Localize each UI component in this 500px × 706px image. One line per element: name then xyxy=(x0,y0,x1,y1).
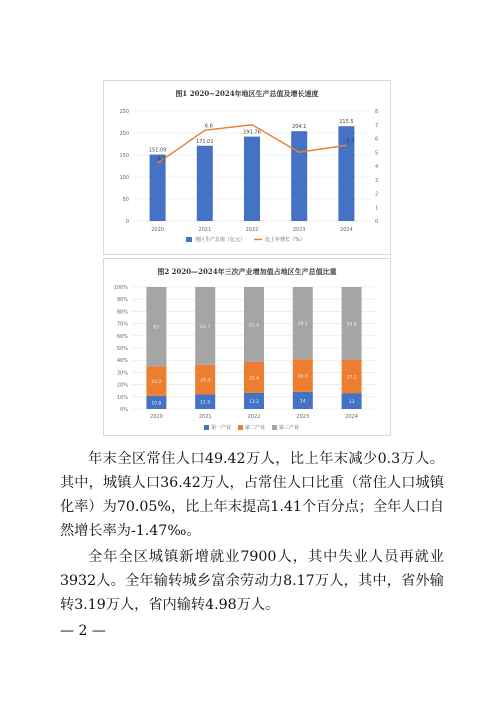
gdp-bar-label: 215.5 xyxy=(339,119,354,126)
y-left-tick-label: 0 xyxy=(125,219,129,225)
stack-segment-label: 59.8 xyxy=(346,322,357,328)
x-tick-label: 2021 xyxy=(198,227,212,233)
y-tick-label: 40% xyxy=(116,358,128,365)
x-tick-label: 2024 xyxy=(340,227,353,233)
legend-swatch xyxy=(238,425,243,430)
y-tick-label: 100% xyxy=(113,285,128,291)
gdp-bar-label: 204.1 xyxy=(292,124,307,131)
legend-swatch xyxy=(272,425,277,430)
x-tick-label: 2020 xyxy=(151,227,164,233)
y-left-tick-label: 50 xyxy=(122,197,129,203)
stack-segment-label: 59.1 xyxy=(297,322,308,328)
gdp-bar xyxy=(244,137,260,221)
stack-segment-label: 13 xyxy=(348,400,355,406)
employment-paragraph: 全年全区城镇新增就业7900人，其中失业人员再就业3932人。全年输转城乡富余劳动力8.17万人，其中，省外输转3.19万人，省内输转4.98万人。 xyxy=(60,549,444,613)
x-tick-label: 2020 xyxy=(150,414,163,420)
legend-bar-swatch xyxy=(186,237,192,242)
industry-share-chart xyxy=(103,258,391,436)
growth-point-label: 4.2 xyxy=(157,156,166,163)
x-tick-label: 2021 xyxy=(198,414,212,420)
stack-segment-label: 63.7 xyxy=(200,324,211,330)
y-tick-label: 50% xyxy=(116,346,128,352)
x-tick-label: 2023 xyxy=(292,227,306,233)
growth-point-label: 5.5 xyxy=(346,138,355,145)
y-right-tick-label: 4 xyxy=(375,164,379,170)
y-tick-label: 0% xyxy=(120,407,128,413)
y-left-tick-label: 150 xyxy=(119,153,129,159)
industry-share-chart-plot xyxy=(104,259,390,435)
stack-segment-label: 24.2 xyxy=(151,380,162,386)
legend-bar-label: 地区生产总值（亿元） xyxy=(195,237,246,243)
gdp-bar-label: 191.76 xyxy=(243,129,261,136)
gdp-bar xyxy=(291,131,307,221)
y-right-tick-label: 8 xyxy=(375,109,379,115)
gdp-bar xyxy=(197,146,213,221)
growth-point-label: 6.6 xyxy=(204,123,213,130)
y-tick-label: 80% xyxy=(116,309,128,316)
x-tick-label: 2024 xyxy=(345,414,358,420)
legend-label: 第一产业 xyxy=(211,425,232,431)
y-left-tick-label: 250 xyxy=(119,109,129,115)
x-tick-label: 2022 xyxy=(245,227,259,233)
y-left-tick-label: 100 xyxy=(119,175,129,181)
y-tick-label: 70% xyxy=(116,321,128,328)
stack-segment-label: 61.4 xyxy=(248,323,260,329)
stack-segment-label: 13.2 xyxy=(248,399,260,405)
stack-segment-label: 11.9 xyxy=(200,400,211,406)
legend-label: 第二产业 xyxy=(245,425,266,431)
x-tick-label: 2023 xyxy=(296,414,310,420)
page-number: — 2 — xyxy=(60,623,106,639)
stack-segment-label: 27.2 xyxy=(346,375,357,381)
y-tick-label: 20% xyxy=(116,382,128,389)
y-right-tick-label: 7 xyxy=(375,122,379,129)
chart2-title: 图2 2020—2024年三次产业增加值占地区生产总值比重 xyxy=(157,267,337,276)
y-tick-label: 60% xyxy=(116,333,128,340)
legend-line-label: 比上年增长（%） xyxy=(265,237,305,243)
stack-segment-label: 25.4 xyxy=(248,376,260,382)
y-left-tick-label: 200 xyxy=(119,131,129,137)
y-right-tick-label: 2 xyxy=(375,191,379,198)
y-right-tick-label: 0 xyxy=(375,219,379,225)
stack-segment-label: 65 xyxy=(153,325,160,331)
y-right-tick-label: 5 xyxy=(375,150,379,157)
gdp-chart xyxy=(103,80,391,255)
stack-segment-label: 10.8 xyxy=(151,401,162,407)
gdp-chart-plot xyxy=(104,81,390,254)
y-tick-label: 10% xyxy=(116,394,128,401)
gdp-bar-label: 151.09 xyxy=(148,147,167,154)
y-tick-label: 90% xyxy=(116,297,128,304)
stack-segment-label: 14 xyxy=(299,399,306,405)
legend-label: 第三产业 xyxy=(279,425,300,431)
y-tick-label: 30% xyxy=(116,370,128,377)
stack-segment-label: 26.9 xyxy=(297,374,308,380)
y-right-tick-label: 3 xyxy=(375,177,379,184)
population-paragraph: 年末全区常住人口49.42万人，比上年末减少0.3万人。其中，城镇人口36.42万人，占常住人口比重（常住人口城镇化率）为70.05%，比上年末提高1.41个百分点；全年人口自然增长率为-1.47‰。 xyxy=(60,451,444,539)
y-right-tick-label: 6 xyxy=(375,136,379,143)
legend-swatch xyxy=(204,425,209,430)
x-tick-label: 2022 xyxy=(247,414,261,420)
gdp-bar xyxy=(150,155,166,221)
gdp-bar-label: 171.01 xyxy=(196,138,214,145)
chart1-title: 图1 2020~2024年地区生产总值及增长速度 xyxy=(175,89,319,98)
stack-segment-label: 24.4 xyxy=(200,378,211,384)
y-right-tick-label: 1 xyxy=(375,205,379,212)
